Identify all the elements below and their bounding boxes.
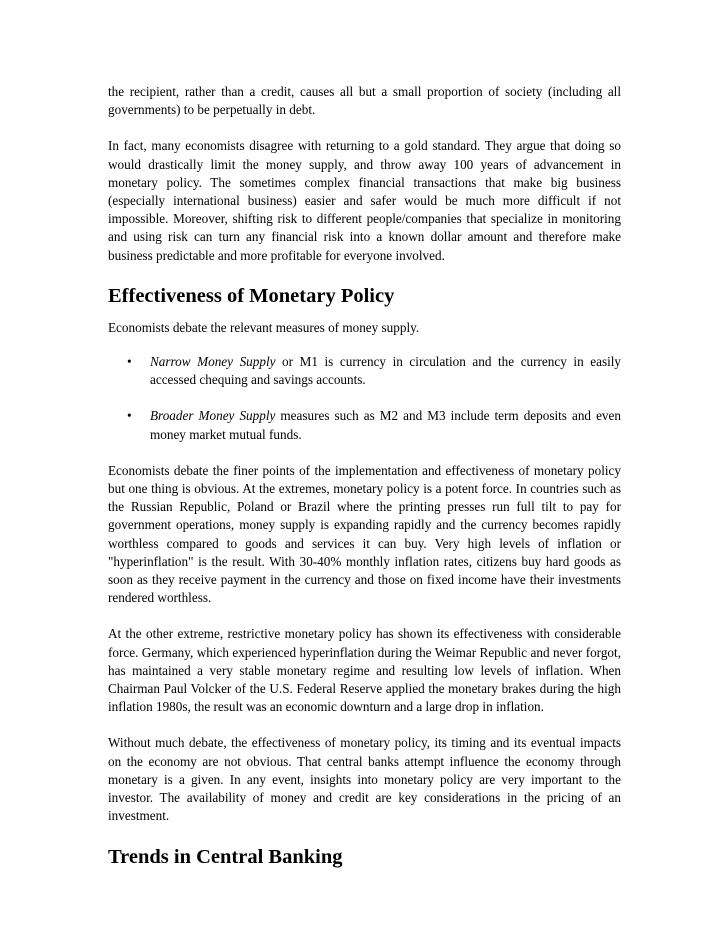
list-item-broader-money-supply — [108, 407, 621, 443]
paragraph-investment-considerations: Without much debate, the effectiveness of monetary policy, its timing and its eventual impacts on the economy are not obvious. That central banks attempt influence the economy through monetary is a given. In any event, insights into monetary policy are very important to the investor. The availability of money and credit are key considerations in the pricing of an investment. — [108, 735, 621, 824]
paragraph-hyperinflation: Economists debate the finer points of the implementation and effectiveness of monetary policy but one thing is obvious. At the extremes, monetary policy is a potent force. In countries such as the Russian Republic, Poland or Brazil where the printing presses run full tilt to pay for government operations, money supply is expanding rapidly and the currency becomes rapidly worthless compared to goods and services it can buy. Very high levels of inflation or "hyperinflation" is the result. With 30-40% monthly inflation rates, citizens buy hard goods as soon as they receive payment in the currency and those on fixed income have their investments rendered worthless. — [108, 462, 621, 606]
term-broader-money-supply: Broader Money Supply — [150, 408, 276, 424]
list-item-text: or M1 is currency in circulation and the currency in easily accessed chequing and savings accounts. — [150, 354, 621, 388]
paragraph-money-supply-measures: Economists debate the relevant measures of money supply. — [108, 319, 420, 335]
term-narrow-money-supply: Narrow Money Supply — [150, 354, 276, 370]
heading-effectiveness-of-monetary-policy: Effectiveness of Monetary Policy — [108, 284, 395, 307]
bullet-icon: • — [127, 354, 132, 370]
paragraph-debt: the recipient, rather than a credit, causes all but a small proportion of society (including all governments) to be perpetually in debt. — [108, 84, 621, 118]
bullet-icon: • — [127, 408, 132, 424]
paragraph-gold-standard: In fact, many economists disagree with returning to a gold standard. They argue that doing so would drastically limit the money supply, and throw away 100 years of advancement in monetary policy. The sometimes complex financial transactions that make big business (especially international business) easier and safer would be much more difficult if not impossible. Moreover, shifting risk to different people/companies that specialize in monitoring and using risk can turn any financial risk into a known dollar amount and therefore make business predictable and more profitable for everyone involved. — [108, 138, 621, 263]
document-page — [108, 83, 621, 880]
list-item-text: measures such as M2 and M3 include term deposits and even money market mutual funds. — [150, 408, 621, 442]
list-item-narrow-money-supply — [108, 353, 621, 389]
money-supply-list — [108, 353, 621, 444]
paragraph-restrictive-policy: At the other extreme, restrictive monetary policy has shown its effectiveness with considerable force. Germany, which experienced hyperinflation during the Weimar Republic and never forgot, has maintained a very stable monetary regime and resulting low levels of inflation. When Chairman Paul Volcker of the U.S. Federal Reserve applied the monetary brakes during the high inflation 1980s, the result was an economic downturn and a large drop in inflation. — [108, 626, 621, 715]
heading-trends-in-central-banking: Trends in Central Banking — [108, 845, 343, 868]
